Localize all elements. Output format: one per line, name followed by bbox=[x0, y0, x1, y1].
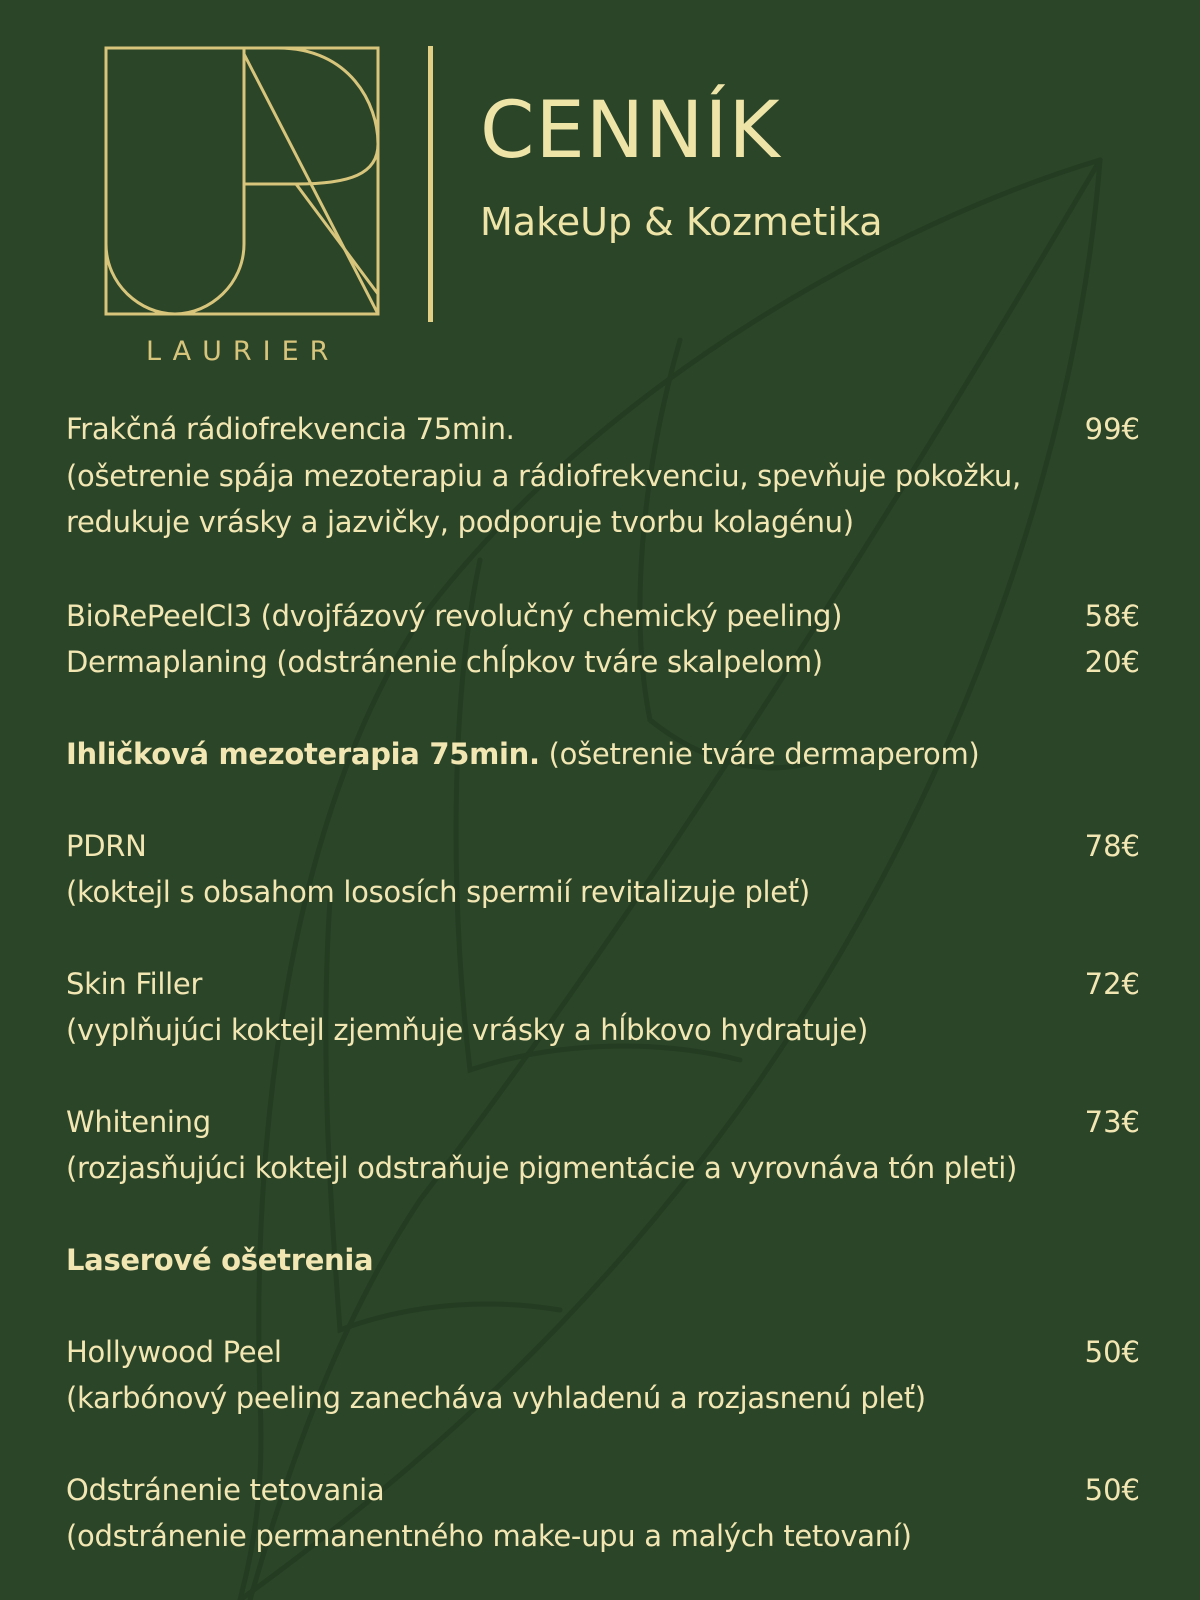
service-description: (koktejl s obsahom lososích spermií revitalizuje pleť) bbox=[66, 875, 810, 909]
header-divider bbox=[428, 46, 433, 322]
service-price: 72€ bbox=[1084, 967, 1140, 1001]
service-description: (ošetrenie spája mezoterapiu a rádiofrekvenciu, spevňuje pokožku, bbox=[66, 459, 1021, 493]
service-name: Odstránenie tetovania bbox=[66, 1473, 385, 1507]
section-heading: Laserové ošetrenia bbox=[66, 1243, 374, 1277]
service-price: 20€ bbox=[1084, 645, 1140, 679]
service-description: (odstránenie permanentného make-upu a malých tetovaní) bbox=[66, 1519, 912, 1553]
service-name: Ihličková mezoterapia 75min. bbox=[66, 737, 540, 771]
page-subtitle: MakeUp & Kozmetika bbox=[480, 200, 883, 244]
logo-r-leg-inner bbox=[296, 184, 378, 294]
service-note: (ošetrenie tváre dermaperom) bbox=[539, 737, 980, 771]
service-note: (dvojfázový revolučný chemický peeling) bbox=[251, 599, 843, 633]
service-description: (rozjasňujúci koktejl odstraňuje pigmentácie a vyrovnáva tón pleti) bbox=[66, 1151, 1017, 1185]
leaf-vein bbox=[640, 340, 820, 768]
service-description: redukuje vrásky a jazvičky, podporuje tvorbu kolagénu) bbox=[66, 505, 854, 539]
service-price: 78€ bbox=[1084, 829, 1140, 863]
service-name: Skin Filler bbox=[66, 967, 203, 1001]
service-price: 99€ bbox=[1084, 412, 1140, 446]
service-name: Whitening bbox=[66, 1105, 211, 1139]
logo-u-shape bbox=[106, 48, 244, 314]
service-price: 73€ bbox=[1084, 1105, 1140, 1139]
service-description: (karbónový peeling zanecháva vyhladenú a rozjasnenú pleť) bbox=[66, 1381, 926, 1415]
service-name: Hollywood Peel bbox=[66, 1335, 282, 1369]
service-name: Dermaplaning bbox=[66, 645, 268, 679]
service-price: 50€ bbox=[1084, 1473, 1140, 1507]
service-description: (vyplňujúci koktejl zjemňuje vrásky a hĺbkovo hydratuje) bbox=[66, 1013, 868, 1047]
service-row bbox=[66, 642, 823, 682]
leaf-vein bbox=[456, 560, 740, 1070]
page-title: CENNÍK bbox=[480, 86, 781, 176]
service-price: 50€ bbox=[1084, 1335, 1140, 1369]
laurier-logo bbox=[100, 44, 390, 334]
brand-wordmark: LAURIER bbox=[146, 336, 340, 367]
section-heading bbox=[66, 734, 979, 774]
service-price: 58€ bbox=[1084, 599, 1140, 633]
service-note: (odstránenie chĺpkov tváre skalpelom) bbox=[267, 645, 823, 679]
service-name: Frakčná rádiofrekvencia 75min. bbox=[66, 412, 515, 446]
service-row bbox=[66, 596, 842, 636]
service-name: BioRePeelCl3 bbox=[66, 599, 252, 633]
logo-r-bowl bbox=[244, 48, 378, 184]
service-name: PDRN bbox=[66, 829, 147, 863]
